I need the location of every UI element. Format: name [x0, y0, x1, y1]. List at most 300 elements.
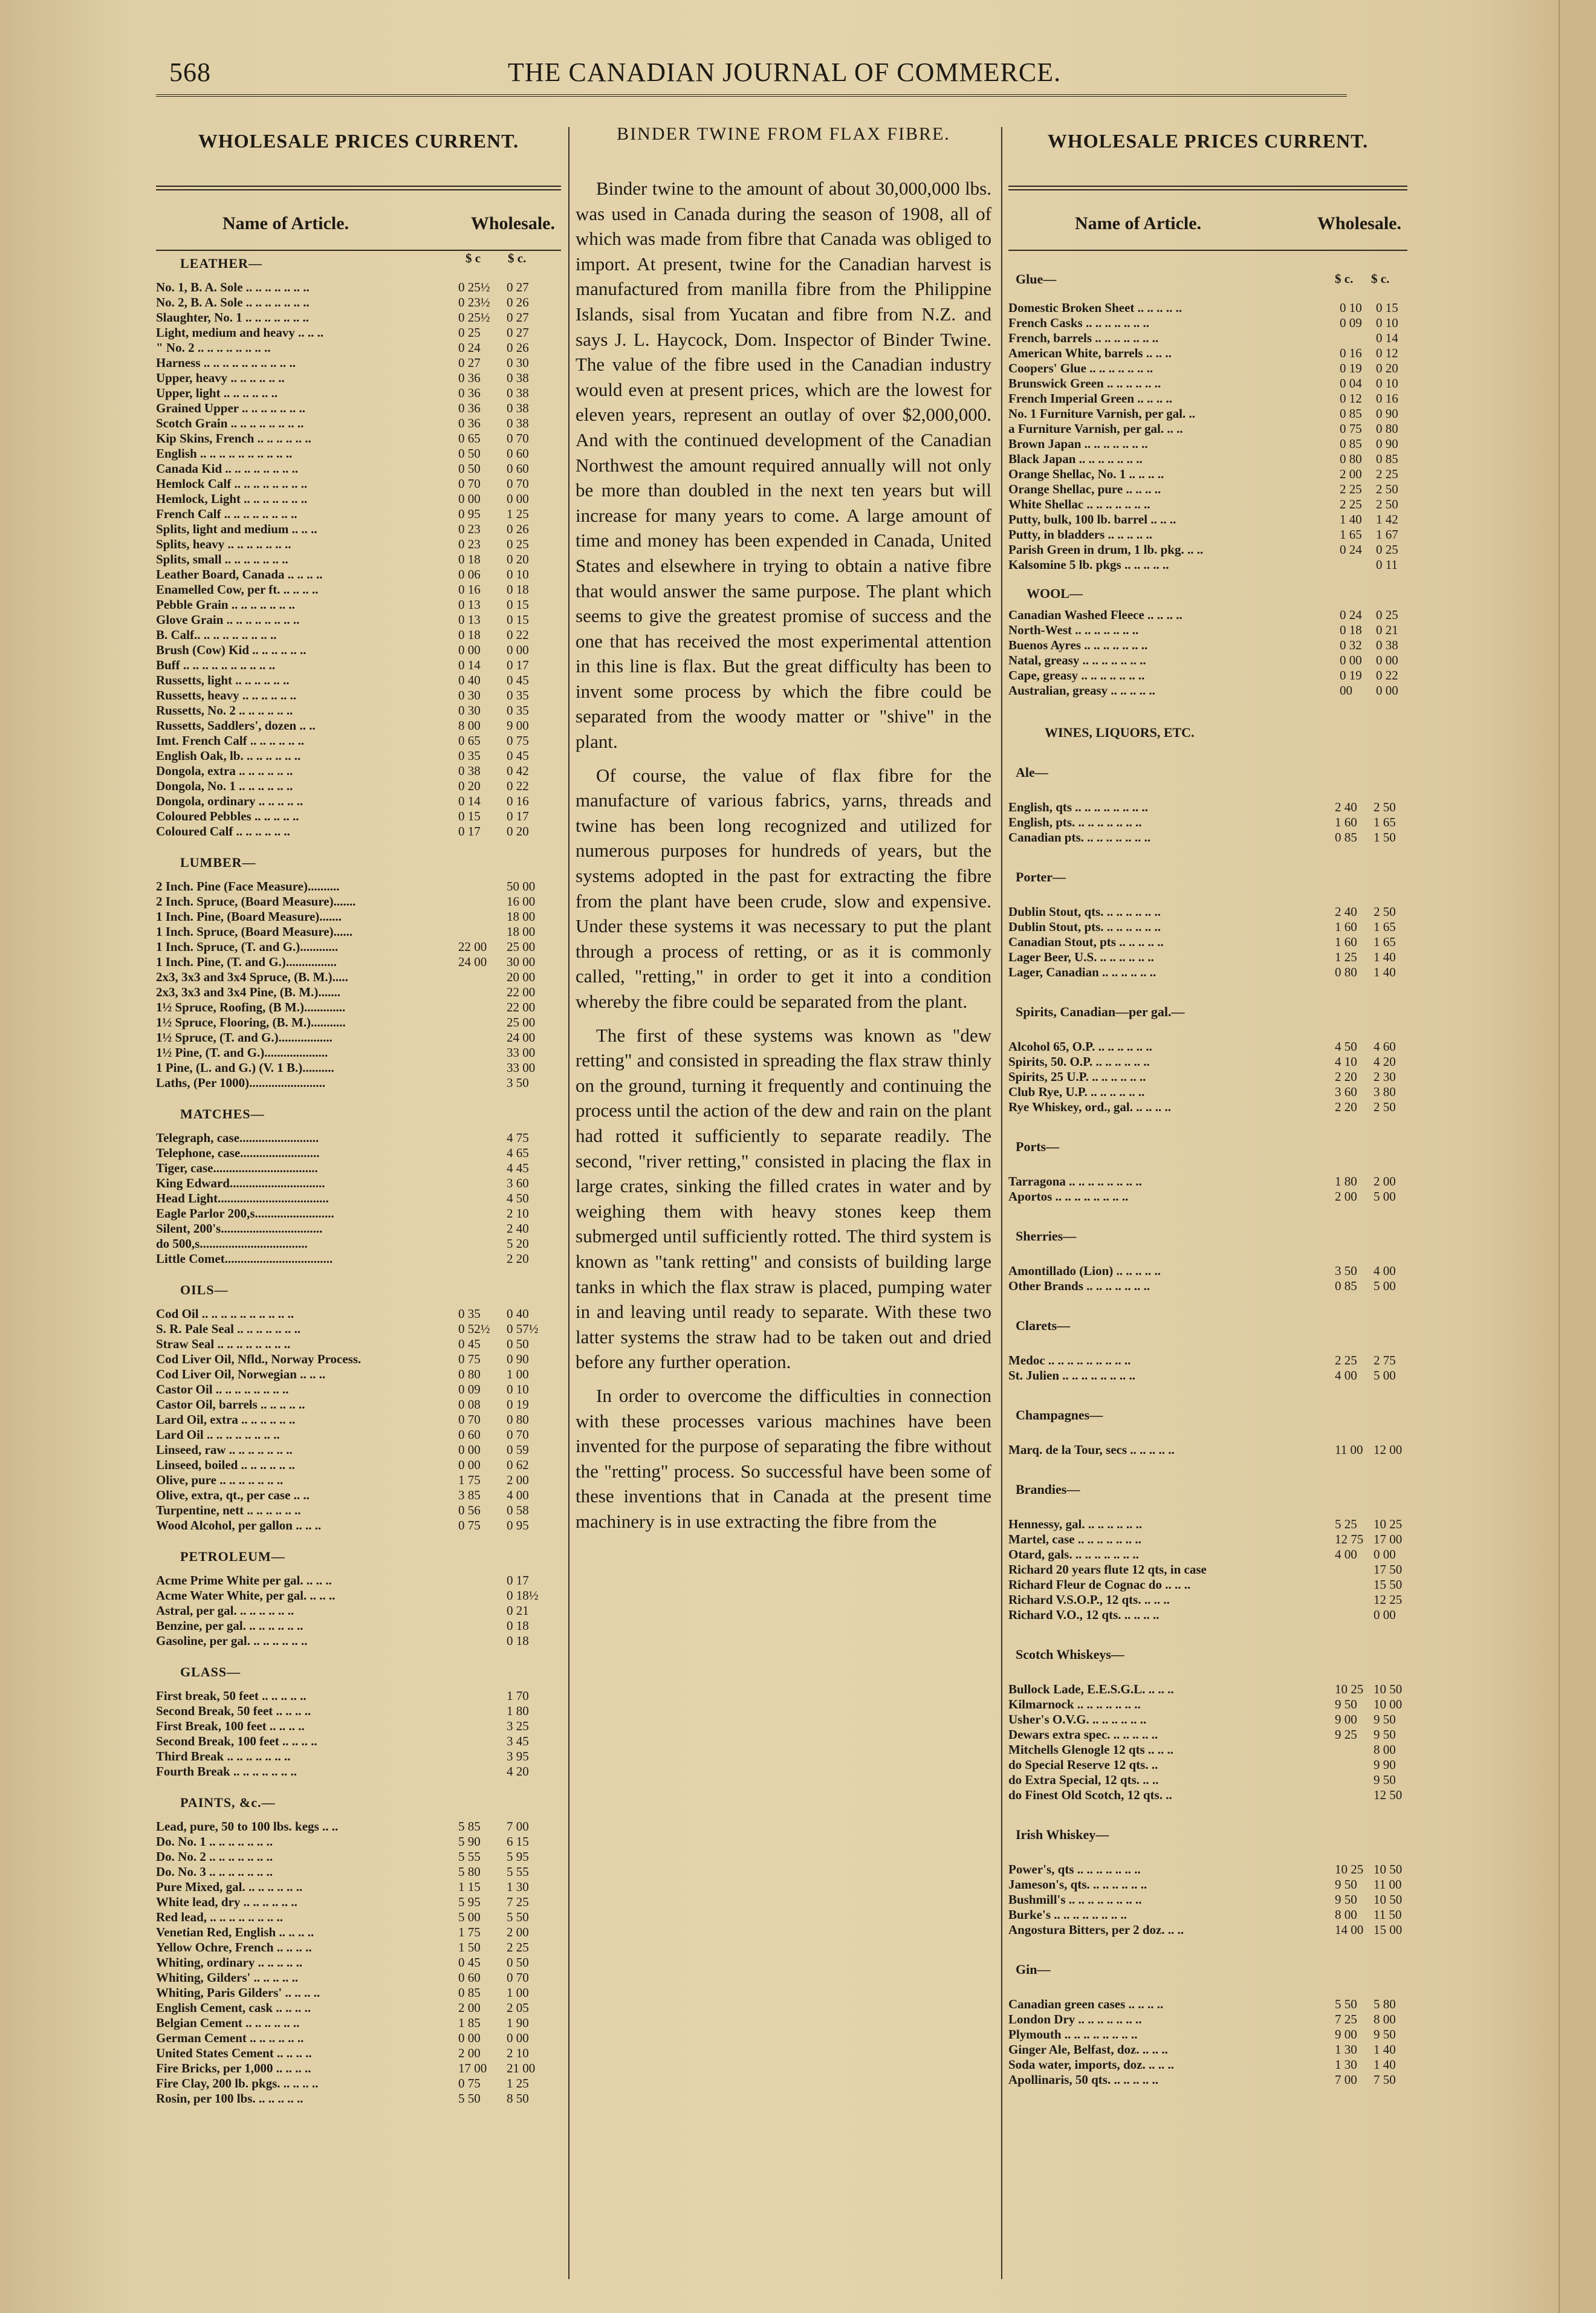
price-high: 0 90	[1376, 406, 1398, 421]
price-low: 0 56	[458, 1503, 481, 1517]
price-low: 0 18	[1340, 623, 1362, 637]
price-row	[156, 310, 561, 325]
article-name: King Edward..............................	[156, 1176, 325, 1190]
price-high: 0 00	[1376, 653, 1398, 667]
price-row	[1008, 1174, 1407, 1189]
price-row	[1008, 542, 1407, 557]
price-row	[1008, 1788, 1407, 1803]
price-high: 0 26	[507, 522, 529, 536]
price-row	[156, 1442, 561, 1458]
article-name: Mitchells Glenogle 12 qts .. .. ..	[1008, 1742, 1173, 1757]
price-low: 0 85	[458, 1985, 481, 2000]
article-name: Orange Shellac, No. 1 .. .. .. ..	[1008, 467, 1164, 481]
price-row	[1008, 668, 1407, 683]
price-row	[156, 416, 561, 431]
price-high: 4 20	[507, 1764, 529, 1779]
price-row	[156, 779, 561, 794]
unit-dollar: $ c	[465, 251, 481, 265]
price-row	[156, 1161, 561, 1176]
article-name: Plymouth .. .. .. .. .. .. .. ..	[1008, 2027, 1138, 2042]
article-name: 2x3, 3x3 and 3x4 Pine, (B. M.).......	[156, 985, 341, 999]
price-row	[156, 703, 561, 718]
price-row	[156, 612, 561, 628]
article-name: " No. 2 .. .. .. .. .. .. .. ..	[156, 340, 271, 355]
price-row	[156, 491, 561, 507]
price-row	[1008, 1054, 1407, 1069]
article-name: Little Comet..................................	[156, 1251, 333, 1266]
price-high: 0 18	[507, 582, 529, 597]
price-low: 0 45	[458, 1337, 481, 1351]
article-name: Club Rye, U.P. .. .. .. .. .. ..	[1008, 1085, 1145, 1099]
price-high: 2 75	[1374, 1353, 1396, 1367]
price-row	[1008, 1892, 1407, 1907]
article-name: London Dry .. .. .. .. .. .. ..	[1008, 2012, 1142, 2026]
article-name: French Casks .. .. .. .. .. .. ..	[1008, 316, 1149, 330]
article-name: Jameson's, qts. .. .. .. .. .. ..	[1008, 1877, 1147, 1892]
price-row	[1008, 800, 1407, 815]
left-col-name-header: Name of Article.	[222, 213, 349, 233]
price-high: 9 50	[1374, 1773, 1396, 1787]
article-name: 1 Inch. Pine, (T. and G.)................	[156, 955, 337, 969]
price-row	[156, 1503, 561, 1518]
article-name: Lard Oil .. .. .. .. .. .. .. ..	[156, 1427, 280, 1442]
price-row	[1008, 623, 1407, 638]
liquor-group-heading: Irish Whiskey—	[1016, 1827, 1109, 1842]
price-high: 33 00	[507, 1045, 536, 1060]
price-row	[156, 2091, 561, 2106]
price-row	[156, 643, 561, 658]
price-high: 0 45	[507, 673, 529, 687]
article-name: Linseed, raw .. .. .. .. .. .. ..	[156, 1442, 293, 1457]
right-col-price-header: Wholesale.	[1317, 213, 1401, 233]
price-row	[156, 1749, 561, 1764]
price-high: 5 80	[1374, 1997, 1396, 2011]
price-row	[156, 371, 561, 386]
article-name: Medoc .. .. .. .. .. .. .. .. ..	[1008, 1353, 1131, 1367]
price-high: 1 40	[1374, 965, 1396, 979]
wines-heading: WINES, LIQUORS, ETC.	[1045, 725, 1195, 740]
article-name: Upper, light .. .. .. .. .. ..	[156, 386, 278, 400]
price-row	[1008, 653, 1407, 668]
price-row	[156, 355, 561, 371]
article-name: White Shellac .. .. .. .. .. .. ..	[1008, 497, 1150, 511]
price-low: 0 60	[458, 1970, 481, 1985]
price-low: 0 17	[458, 824, 481, 839]
price-row	[1008, 2072, 1407, 2088]
price-high: 1 67	[1376, 527, 1398, 542]
price-low: 1 85	[458, 2016, 481, 2030]
price-high: 0 10	[507, 1382, 529, 1397]
article-name: 1½ Spruce, Roofing, (B M.).............	[156, 1000, 346, 1014]
price-low: 5 25	[1335, 1517, 1357, 1531]
article-name: Black Japan .. .. .. .. .. .. ..	[1008, 452, 1143, 466]
price-high: 0 70	[507, 476, 529, 491]
price-low: 10 25	[1335, 1862, 1364, 1877]
price-row	[156, 1573, 561, 1588]
article-name: Enamelled Cow, per ft. .. .. .. ..	[156, 582, 319, 597]
price-high: 1 40	[1374, 950, 1396, 964]
price-low: 0 24	[458, 340, 481, 355]
price-high: 16 00	[507, 894, 536, 909]
price-row	[1008, 1532, 1407, 1547]
price-low: 1 30	[1335, 2042, 1357, 2057]
article-body	[576, 176, 991, 1534]
right-header-rule	[1008, 250, 1407, 251]
price-low: 0 10	[1340, 300, 1362, 315]
price-low: 0 27	[458, 355, 481, 370]
price-row	[1008, 1547, 1407, 1562]
right-heading-rule	[1008, 186, 1407, 190]
price-row	[156, 597, 561, 612]
article-name: 1 Pine, (L. and G.) (V. 1 B.)..........	[156, 1060, 334, 1075]
article-name: Do. No. 3 .. .. .. .. .. .. ..	[156, 1864, 273, 1879]
article-name: Olive, pure .. .. .. .. .. .. ..	[156, 1473, 284, 1487]
price-high: 2 30	[1374, 1069, 1396, 1084]
article-name: Acme Water White, per gal. .. .. ..	[156, 1588, 336, 1603]
price-high: 10 50	[1374, 1892, 1403, 1907]
price-high: 24 00	[507, 1030, 536, 1045]
price-high: 0 70	[507, 1970, 529, 1985]
article-name: Third Break .. .. .. .. .. .. ..	[156, 1749, 291, 1763]
price-row	[1008, 638, 1407, 653]
price-row	[156, 1689, 561, 1704]
article-name: Cod Liver Oil, Nfld., Norway Process.	[156, 1352, 362, 1366]
price-low: 0 25½	[458, 310, 490, 325]
article-name: Rye Whiskey, ord., gal. .. .. .. ..	[1008, 1100, 1171, 1114]
price-row	[1008, 1562, 1407, 1577]
price-low: 0 50	[458, 446, 481, 461]
left-unit-row	[156, 251, 561, 267]
price-high: 4 75	[507, 1131, 529, 1145]
price-high: 2 10	[507, 1206, 529, 1221]
price-row	[156, 1819, 561, 1834]
price-high: 0 16	[507, 794, 529, 808]
category-heading: PETROLEUM—	[180, 1549, 285, 1564]
price-low: 0 70	[458, 1412, 481, 1427]
price-row	[1008, 1997, 1407, 2012]
price-row	[156, 1075, 561, 1091]
article-name: English .. .. .. .. .. .. .. .. .. ..	[156, 446, 293, 461]
price-high: 0 17	[507, 1573, 529, 1588]
price-row	[156, 1397, 561, 1412]
price-low: 0 36	[458, 386, 481, 400]
price-high: 0 14	[1376, 331, 1398, 345]
price-row	[1008, 920, 1407, 935]
price-high: 0 25	[1376, 608, 1398, 622]
price-row	[156, 1458, 561, 1473]
price-low: 0 40	[458, 673, 481, 687]
price-low: 1 40	[1340, 512, 1362, 527]
article-name: Richard 20 years flute 12 qts, in case	[1008, 1562, 1207, 1577]
price-low: 1 75	[458, 1925, 481, 1939]
price-row	[156, 1880, 561, 1895]
article-name: Red lead, .. .. .. .. .. .. .. ..	[156, 1910, 283, 1924]
price-high: 10 50	[1374, 1682, 1403, 1696]
price-high: 1 25	[507, 507, 529, 521]
article-name: Dublin Stout, pts. .. .. .. .. .. ..	[1008, 920, 1161, 934]
price-row	[156, 1060, 561, 1075]
price-low: 0 18	[458, 552, 481, 566]
article-name: Dongola, ordinary .. .. .. .. ..	[156, 794, 303, 808]
article-name: Tarragona .. .. .. .. .. .. .. ..	[1008, 1174, 1142, 1189]
price-low: 4 00	[1335, 1368, 1357, 1383]
price-high: 2 00	[1374, 1174, 1396, 1189]
price-high: 5 55	[507, 1864, 529, 1879]
left-heading-rule	[156, 186, 561, 190]
price-row	[156, 461, 561, 476]
liquor-group-heading: Ports—	[1016, 1139, 1060, 1154]
price-low: 1 60	[1335, 815, 1357, 829]
page-number: 568	[169, 57, 211, 87]
price-low: 0 50	[458, 461, 481, 476]
article-name: English Oak, lb. .. .. .. .. .. ..	[156, 748, 301, 763]
price-row	[1008, 830, 1407, 845]
price-low: 0 35	[458, 748, 481, 763]
price-high: 0 15	[1376, 300, 1398, 315]
price-high: 3 80	[1374, 1085, 1396, 1099]
article-name: Coloured Calf .. .. .. .. .. ..	[156, 824, 290, 839]
price-high: 0 10	[507, 567, 529, 582]
price-high: 9 50	[1374, 2027, 1396, 2042]
article-name: Coloured Pebbles .. .. .. .. ..	[156, 809, 299, 823]
price-high: 1 65	[1374, 935, 1396, 949]
article-name: Slaughter, No. 1 .. .. .. .. .. .. ..	[156, 310, 309, 325]
left-price-sections	[156, 251, 561, 2106]
price-low: 0 09	[458, 1382, 481, 1397]
price-high: 9 00	[507, 718, 529, 733]
price-row	[156, 628, 561, 643]
price-high: 0 80	[507, 1412, 529, 1427]
right-column-headers	[1008, 213, 1407, 250]
price-high: 0 75	[507, 733, 529, 748]
article-name: Other Brands .. .. .. .. .. .. ..	[1008, 1279, 1150, 1293]
price-low: 0 19	[1340, 361, 1362, 375]
price-high: 1 65	[1374, 920, 1396, 934]
article-name: Dewars extra spec. .. .. .. .. ..	[1008, 1727, 1158, 1742]
price-row	[1008, 2057, 1407, 2072]
price-high: 2 50	[1376, 482, 1398, 496]
price-row	[1008, 346, 1407, 361]
price-row	[1008, 1100, 1407, 1115]
price-high: 8 00	[1374, 2012, 1396, 2026]
price-low: 5 90	[458, 1834, 481, 1849]
price-low: 1 65	[1340, 527, 1362, 542]
article-name: Canadian Stout, pts .. .. .. .. ..	[1008, 935, 1164, 949]
article-name: French, barrels .. .. .. .. .. .. ..	[1008, 331, 1159, 345]
price-high: 5 00	[1374, 1279, 1396, 1293]
price-high: 0 27	[507, 280, 529, 294]
price-row	[1008, 300, 1407, 316]
price-high: 1 00	[507, 1985, 529, 2000]
price-low: 0 18	[458, 628, 481, 642]
adjacent-page-edge	[1559, 0, 1596, 2313]
price-high: 2 25	[1376, 467, 1398, 481]
article-name: 2 Inch. Pine (Face Measure)..........	[156, 879, 340, 894]
price-high: 9 90	[1374, 1757, 1396, 1772]
price-row	[156, 1734, 561, 1749]
price-high: 9 50	[1374, 1712, 1396, 1727]
price-high: 50 00	[507, 879, 536, 894]
price-low: 0 14	[458, 794, 481, 808]
price-row	[1008, 1577, 1407, 1592]
article-paragraph: In order to overcome the difficulties in connection with these processes various machines have been invented for the purpose of separating the fibre without the "retting" process. So successful have been some of these inventions that in Canada at the present time machinery is in use extracting the fibre from the	[576, 1384, 991, 1532]
price-row	[1008, 527, 1407, 542]
article-name: B. Calf.. .. .. .. .. .. .. .. ..	[156, 628, 277, 642]
article-name: Cod Oil .. .. .. .. .. .. .. .. .. ..	[156, 1306, 294, 1321]
price-high: 1 25	[507, 2076, 529, 2091]
price-low: 0 23	[458, 537, 481, 551]
price-low: 1 75	[458, 1473, 481, 1487]
article-name: Brunswick Green .. .. .. .. .. ..	[1008, 376, 1161, 391]
article-name: Rosin, per 100 lbs. .. .. .. .. ..	[156, 2091, 303, 2106]
price-row	[156, 1488, 561, 1503]
price-high: 2 40	[507, 1221, 529, 1236]
price-row	[156, 924, 561, 939]
price-row	[156, 1322, 561, 1337]
price-row	[156, 1970, 561, 1985]
article-name: do 500,s..................................	[156, 1236, 308, 1251]
price-high: 25 00	[507, 939, 536, 954]
price-high: 8 50	[507, 2091, 529, 2106]
price-high: 0 60	[507, 446, 529, 461]
price-high: 0 38	[507, 386, 529, 400]
price-low: 0 16	[1340, 346, 1362, 360]
price-low: 0 12	[1340, 391, 1362, 406]
price-high: 0 40	[507, 1306, 529, 1321]
article-name: German Cement .. .. .. .. .. ..	[156, 2031, 304, 2045]
article-name: Otard, gals. .. .. .. .. .. .. ..	[1008, 1547, 1139, 1562]
price-row	[1008, 1697, 1407, 1712]
price-low: 0 00	[458, 1458, 481, 1472]
price-high: 0 45	[507, 748, 529, 763]
price-low: 0 13	[458, 612, 481, 627]
price-row	[1008, 683, 1407, 698]
article-paragraph: The first of these systems was known as "dew retting" and consisted in spreading the flax straw thinly on the ground, turning it frequently and continuing the process until the action of the dew and rain on the plant had rotted it sufficiently to separate readily. The second, "river retting," consisted in placing the flax in large crates, sinking the filled crates in water and by weighing them with heavy stones keep them submerged until sufficiently rotted. The third system is known as "tank retting" and consists of building large tanks in which the flax straw is placed, pumping water in and leaving until ready to separate. With these two latter systems the straw had to be taken out and dried before any further operation.	[576, 1024, 991, 1373]
price-high: 0 21	[1376, 623, 1398, 637]
price-high: 0 00	[1376, 683, 1398, 698]
article-name: Glove Grain .. .. .. .. .. .. .. ..	[156, 612, 300, 627]
price-low: 0 30	[458, 688, 481, 702]
article-name: English Cement, cask .. .. .. ..	[156, 2000, 311, 2015]
price-high: 0 18	[507, 1618, 529, 1633]
price-high: 11 50	[1374, 1907, 1402, 1922]
article-column	[576, 106, 991, 1534]
article-name: Second Break, 100 feet .. .. .. ..	[156, 1734, 317, 1748]
price-row	[156, 1306, 561, 1322]
price-high: 0 15	[507, 612, 529, 627]
price-high: 0 22	[1376, 668, 1398, 683]
price-low: 0 00	[458, 643, 481, 657]
price-row	[1008, 815, 1407, 830]
price-low: 0 75	[458, 1518, 481, 1533]
article-name: Castor Oil .. .. .. .. .. .. .. ..	[156, 1382, 289, 1397]
article-name: Russetts, light .. .. .. .. .. ..	[156, 673, 290, 687]
price-high: 0 38	[1376, 638, 1398, 652]
price-row	[156, 2016, 561, 2031]
article-paragraph: Of course, the value of flax fibre for the manufacture of various fabrics, yarns, threads and twine has been long recognized and utilized for numerous purposes for hundreds of years, but the systems adopted in the past for extracting the fibre from the plant have been crude, slow and expensive. Under these systems it was necessary to put the plant through a process of retting, or as it is commonly called, "retting," in order to get it into a condition whereby the fibre could be separated from the plant.	[576, 764, 991, 1012]
article-name: Richard Fleur de Cognac do .. .. ..	[1008, 1577, 1191, 1592]
price-row	[1008, 497, 1407, 512]
article-name: Power's, qts .. .. .. .. .. .. ..	[1008, 1862, 1141, 1877]
article-name: Russetts, No. 2 .. .. .. .. .. ..	[156, 703, 293, 718]
price-low: 7 25	[1335, 2012, 1357, 2026]
price-row	[1008, 452, 1407, 467]
price-high: 0 25	[507, 537, 529, 551]
price-high: 0 00	[507, 2031, 529, 2045]
article-name: Natal, greasy .. .. .. .. .. .. ..	[1008, 653, 1146, 667]
price-row	[156, 1764, 561, 1779]
price-high: 4 50	[507, 1191, 529, 1205]
price-row	[1008, 1353, 1407, 1368]
price-high: 17 50	[1374, 1562, 1403, 1577]
article-name: Fourth Break .. .. .. .. .. .. ..	[156, 1764, 297, 1779]
price-low: 2 20	[1335, 1100, 1357, 1114]
price-row	[1008, 1592, 1407, 1607]
right-col-name-header: Name of Article.	[1075, 213, 1202, 233]
price-low: 0 00	[458, 491, 481, 506]
article-name: do Extra Special, 12 qts. .. ..	[1008, 1773, 1159, 1787]
article-name: Whiting, Paris Gilders' .. .. .. ..	[156, 1985, 320, 2000]
price-row	[1008, 376, 1407, 391]
article-name: Turpentine, nett .. .. .. .. .. ..	[156, 1503, 301, 1517]
article-name: Olive, extra, qt., per case .. ..	[156, 1488, 310, 1502]
article-name: No. 1 Furniture Varnish, per gal. ..	[1008, 406, 1196, 421]
price-row	[1008, 2042, 1407, 2057]
article-name: Eagle Parlor 200,s.........................	[156, 1206, 334, 1221]
price-high: 9 50	[1374, 1727, 1396, 1742]
price-low: 5 95	[458, 1895, 481, 1909]
liquor-group-heading: Sherries—	[1016, 1228, 1077, 1244]
price-high: 25 00	[507, 1015, 536, 1030]
price-low: 4 10	[1335, 1054, 1357, 1069]
price-low: 3 60	[1335, 1085, 1357, 1099]
price-high: 0 58	[507, 1503, 529, 1517]
price-row	[156, 794, 561, 809]
article-name: Lard Oil, extra .. .. .. .. .. ..	[156, 1412, 296, 1427]
article-name: Whiting, ordinary .. .. .. .. ..	[156, 1955, 303, 1970]
column-divider-right	[1001, 127, 1002, 2279]
article-name: Scotch Grain .. .. .. .. .. .. .. ..	[156, 416, 304, 430]
price-row	[1008, 1517, 1407, 1532]
price-low: 10 25	[1335, 1682, 1364, 1696]
price-row	[1008, 1039, 1407, 1054]
price-high: 2 20	[507, 1251, 529, 1266]
unit-cent: $ c.	[508, 251, 527, 265]
price-high: 0 27	[507, 325, 529, 340]
price-high: 0 80	[1376, 421, 1398, 436]
price-high: 18 00	[507, 924, 536, 939]
liquor-group-heading: Porter—	[1016, 869, 1066, 884]
price-high: 0 42	[507, 764, 529, 778]
price-high: 2 10	[507, 2046, 529, 2060]
price-row	[1008, 935, 1407, 950]
price-row	[156, 658, 561, 673]
price-high: 12 00	[1374, 1442, 1403, 1457]
price-high: 1 80	[507, 1704, 529, 1718]
price-row	[156, 1352, 561, 1367]
price-low: 0 80	[1335, 965, 1357, 979]
price-high: 0 26	[507, 295, 529, 310]
article-name: Apollinaris, 50 qts. .. .. .. .. ..	[1008, 2072, 1158, 2087]
article-name: Soda water, imports, doz. .. .. ..	[1008, 2057, 1174, 2072]
price-row	[156, 718, 561, 733]
price-row	[1008, 361, 1407, 376]
price-low: 1 25	[1335, 950, 1357, 964]
price-row	[156, 1618, 561, 1633]
price-row	[156, 2076, 561, 2091]
price-high: 0 95	[507, 1518, 529, 1533]
price-low: 0 32	[1340, 638, 1362, 652]
